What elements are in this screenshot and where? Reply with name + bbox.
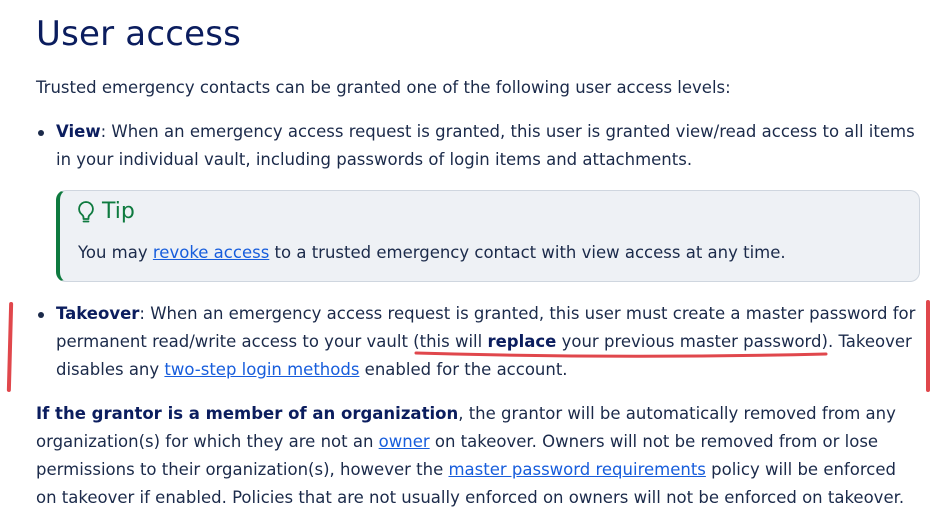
revoke-access-link[interactable]: revoke access	[152, 243, 270, 262]
tip-text-before: You may	[78, 243, 153, 262]
takeover-description: : When an emergency access request is granted, this user must create a master password for permanent read/write access to your vault	[56, 304, 916, 351]
list-item-view	[36, 118, 916, 174]
org-text-1: , the grantor will be automatically removed from any organization(s) for which they are not an	[36, 404, 896, 451]
org-lead: If the grantor is a member of an organization	[36, 404, 459, 423]
takeover-term: Takeover	[56, 304, 140, 323]
takeover-paren-open: (this will	[413, 332, 488, 351]
annotation-bracket-left	[7, 302, 13, 392]
takeover-description-3: enabled for the account.	[359, 360, 568, 379]
owner-link[interactable]: owner	[378, 432, 430, 451]
tip-header	[76, 199, 135, 224]
takeover-replace: replace	[487, 332, 557, 351]
master-password-requirements-link[interactable]: master password requirements	[448, 460, 706, 479]
annotation-bracket-right	[926, 300, 930, 392]
list-item-takeover	[36, 300, 916, 384]
page-title: User access	[36, 14, 242, 54]
view-term: View	[56, 122, 101, 141]
intro-text: Trusted emergency contacts can be granted one of the following user access levels:	[36, 78, 731, 97]
lightbulb-icon	[76, 200, 96, 224]
tip-title: Tip	[102, 199, 135, 224]
annotation-underline	[414, 350, 830, 360]
takeover-description-2: . Takeover disables any	[56, 332, 912, 379]
takeover-paren-close: )	[821, 332, 828, 351]
organization-paragraph	[36, 400, 916, 512]
view-description: : When an emergency access request is granted, this user is granted view/read access to all items in your individual vault, including passwords of login items and attachments.	[56, 122, 915, 169]
org-text-3: policy will be enforced on takeover if enabled. Policies that are not usually enforced on owners will not be enforced on takeover.	[36, 460, 905, 507]
tip-text	[78, 239, 786, 267]
two-step-login-link[interactable]: two-step login methods	[164, 360, 360, 379]
takeover-paren-rest: your previous master password	[556, 332, 822, 351]
tip-text-after: to a trusted emergency contact with view access at any time.	[269, 243, 786, 262]
org-text-2: on takeover. Owners will not be removed from or lose permissions to their organization(s), however the	[36, 432, 879, 479]
tip-callout	[56, 190, 920, 282]
